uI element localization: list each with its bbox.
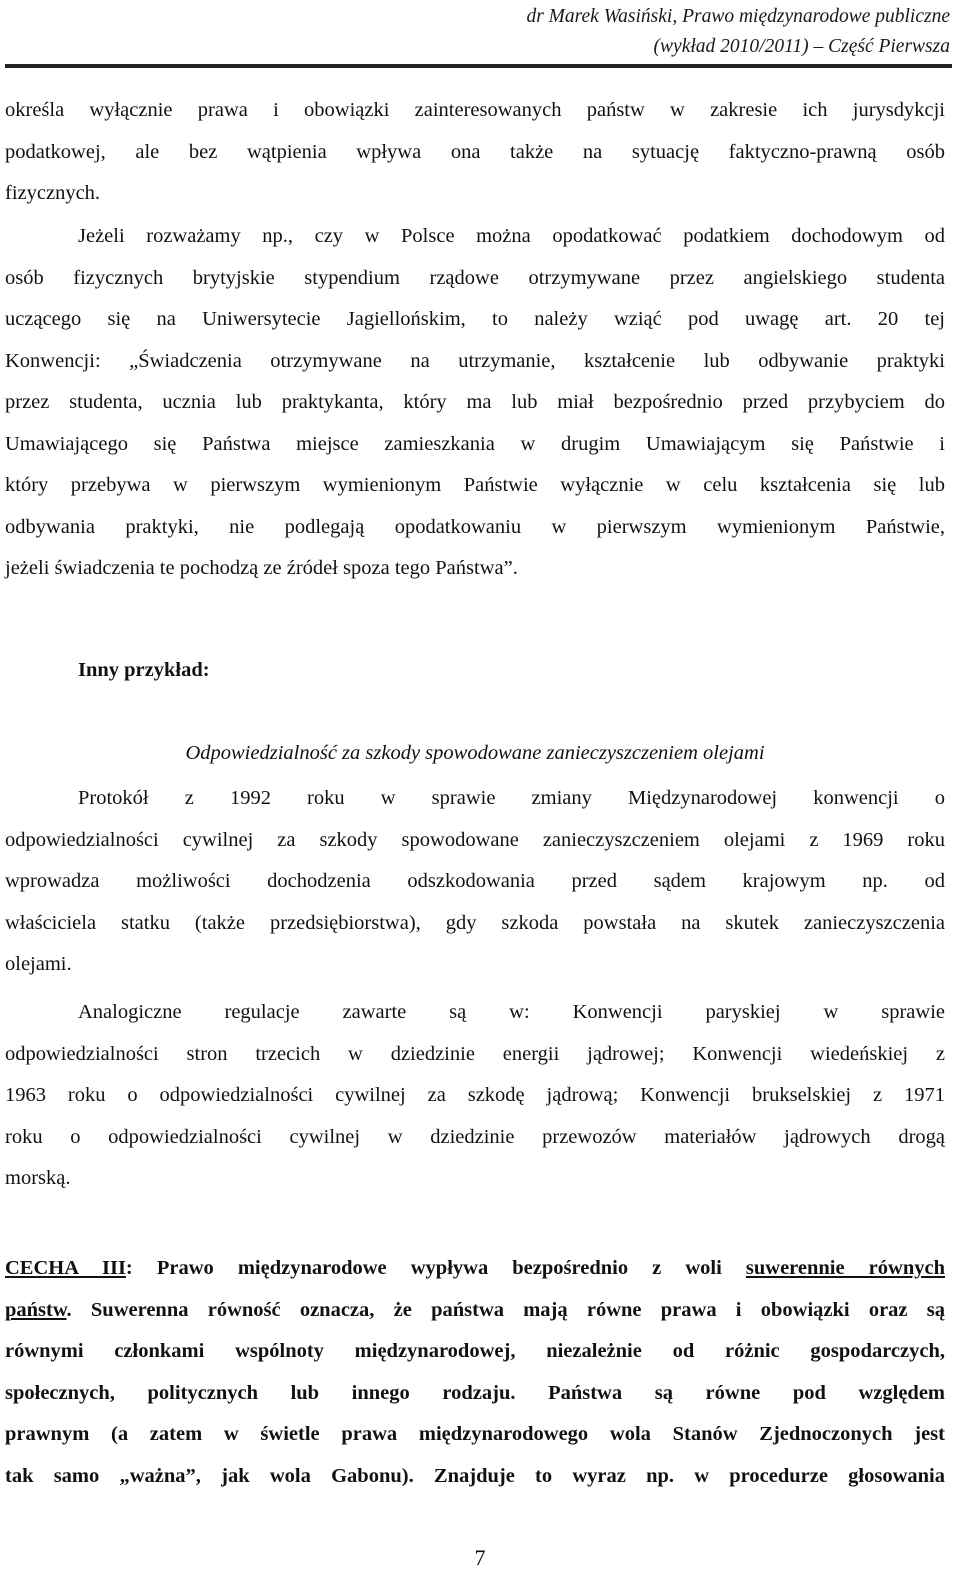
text-line: Umawiającego się Państwa miejsce zamieszkania w drugim Umawiającym się Państwie i — [5, 432, 945, 455]
cecha-emphasis: suwerennie równych — [745, 1257, 945, 1279]
paragraph-analogous-regulations — [5, 992, 945, 1200]
text-line: właściciela statku (także przedsiębiorstwa), gdy szkoda powstała na skutek zanieczyszczenia — [5, 911, 945, 934]
page-number: 7 — [474, 1545, 486, 1570]
text-line: 1963 roku o odpowiedzialności cywilnej za szkodę jądrową; Konwencji brukselskiej z 1971 — [5, 1084, 945, 1106]
cecha-label: CECHA III — [5, 1257, 126, 1279]
paragraph-cecha-iii — [5, 1248, 945, 1497]
text-line: morską. — [5, 1167, 71, 1189]
subtitle: Odpowiedzialność za szkody spowodowane zanieczyszczeniem olejami — [185, 742, 765, 764]
text-line: odpowiedzialności stron trzecich w dziedzinie energii jądrowej; Konwencji wiedeńskiej z — [5, 1042, 945, 1065]
text-line: jeżeli świadczenia te pochodzą ze źródeł spoza tego Państwa”. — [5, 557, 518, 579]
header-line-1: dr Marek Wasiński, Prawo międzynarodowe publiczne — [526, 6, 950, 27]
text-line: olejami. — [5, 953, 72, 975]
text-line — [5, 1290, 945, 1332]
text-line: podatkowej, ale bez wątpienia wpływa ona także na sytuację faktyczno-prawną osób — [5, 140, 945, 163]
header-rule — [5, 64, 952, 68]
cecha-emphasis-cont: państw — [5, 1298, 67, 1321]
cecha-after: . Suwerenna równość oznacza, że państwa mają równe prawa i obowiązki oraz są — [66, 1298, 945, 1321]
text-line: odbywania praktyki, nie podlegają opodatkowaniu w pierwszym wymienionym Państwie, — [5, 515, 945, 538]
text-line: wprowadza możliwości dochodzenia odszkodowania przed sądem krajowym np. od — [5, 870, 945, 892]
text-line: społecznych, politycznych lub innego rodzaju. Państwa są równe pod względem — [5, 1381, 945, 1404]
text-line: odpowiedzialności cywilnej za szkody spowodowane zanieczyszczeniem olejami z 1969 roku — [5, 828, 945, 851]
running-header — [0, 2, 950, 62]
cecha-lead: : Prawo międzynarodowe wypływa bezpośrednio z woli — [125, 1257, 746, 1279]
text-line: prawnym (a zatem w świetle prawa międzynarodowego wola Stanów Zjednoczonych jest — [5, 1423, 945, 1445]
text-line: fizycznych. — [5, 182, 101, 204]
paragraph-tax-example — [5, 216, 945, 590]
header-line-2: (wykład 2010/2011) – Część Pierwsza — [653, 36, 950, 57]
text-line: który przebywa w pierwszym wymienionym Państwie wyłącznie w celu kształcenia się lub — [5, 474, 945, 496]
text-line: Jeżeli rozważamy np., czy w Polsce można opodatkować podatkiem dochodowym od — [78, 225, 945, 247]
paragraph-oil-pollution — [5, 778, 945, 986]
text-line: przez studenta, ucznia lub praktykanta, który ma lub miał bezpośrednio przed przybyciem do — [5, 391, 945, 413]
text-line: roku o odpowiedzialności cywilnej w dziedzinie przewozów materiałów jądrowych drogą — [5, 1125, 945, 1148]
text-line: Protokół z 1992 roku w sprawie zmiany Międzynarodowej konwencji o — [78, 787, 945, 809]
text-line: tak samo „ważna”, jak wola Gabonu). Znajduje to wyraz np. w procedurze głosowania — [5, 1464, 945, 1487]
text-line: określa wyłącznie prawa i obowiązki zainteresowanych państw w zakresie ich jurysdykcji — [5, 99, 945, 121]
section-heading: Inny przykład: — [78, 659, 210, 681]
text-line: Analogiczne regulacje zawarte są w: Konwencji paryskiej w sprawie — [78, 1001, 945, 1023]
text-line: uczącego się na Uniwersytecie Jagiellońskim, to należy wziąć pod uwagę art. 20 tej — [5, 308, 945, 330]
paragraph-continuation — [5, 90, 945, 215]
text-line: równymi członkami wspólnoty międzynarodowej, niezależnie od różnic gospodarczych, — [5, 1340, 945, 1362]
text-line: Konwencji: „Świadczenia otrzymywane na utrzymanie, kształcenie lub odbywanie praktyki — [5, 349, 945, 372]
text-line: osób fizycznych brytyjskie stypendium rządowe otrzymywane przez angielskiego studenta — [5, 266, 945, 289]
text-line — [5, 1248, 945, 1290]
